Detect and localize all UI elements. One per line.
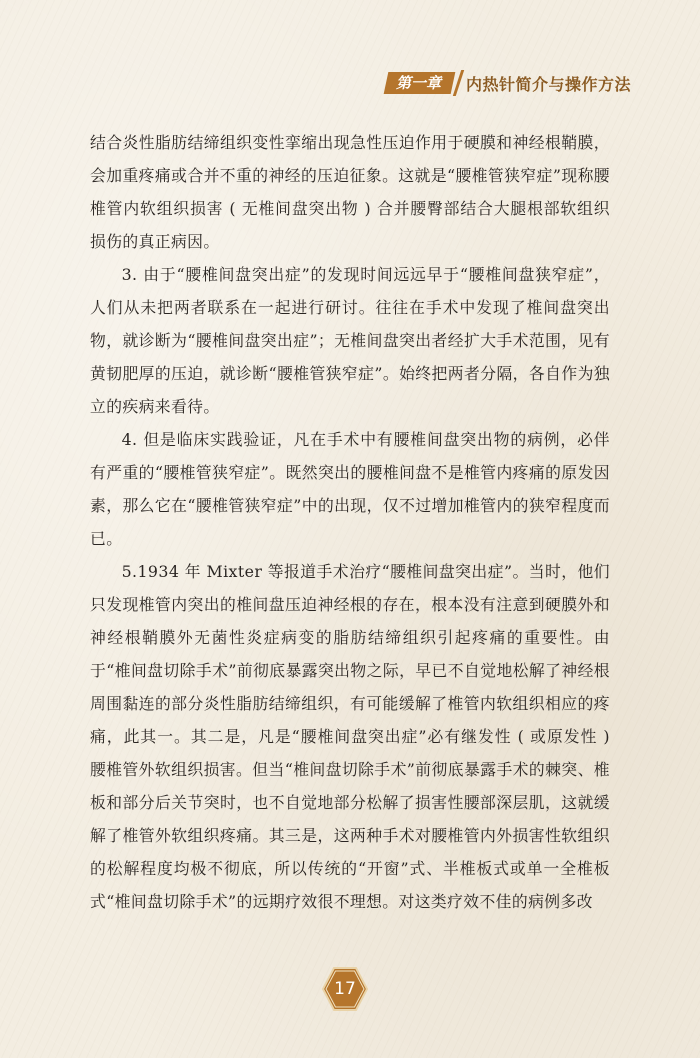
body-text — [90, 126, 610, 918]
running-header — [386, 70, 676, 96]
paragraph-point-5: 5.1934 年 Mixter 等报道手术治疗“腰椎间盘突出症”。当时，他们只发现椎管内突出的椎间盘压迫神经根的存在，根本没有注意到硬膜外和神经根鞘膜外无菌性炎症病变的脂肪结缔组织引起疼痛的重要性。由于“椎间盘切除手术”前彻底暴露突出物之际，早已不自觉地松解了神经根周围黏连的部分炎性脂肪结缔组织，有可能缓解了椎管内软组织相应的疼痛，此其一。其二是，凡是“腰椎间盘突出症”必有继发性 ( 或原发性 ) 腰椎管外软组织损害。但当“椎间盘切除手术”前彻底暴露手术的棘突、椎板和部分后关节突时，也不自觉地部分松解了损害性腰部深层肌，这就缓解了椎管外软组织疼痛。其三是，这两种手术对腰椎管内外损害性软组织的松解程度均极不彻底，所以传统的“开窗”式、半椎板式或单一全椎板式“椎间盘切除手术”的远期疗效很不理想。对这类疗效不佳的病例多改 — [90, 562, 610, 911]
paragraph-continuation: 结合炎性脂肪结缔组织变性挛缩出现急性压迫作用于硬膜和神经根鞘膜，会加重疼痛或合并不重的神经的压迫征象。这就是“腰椎管狭窄症”现称腰椎管内软组织损害 ( 无椎间盘突出物 ) 合并腰臀部结合大腿根部软组织损伤的真正病因。 — [90, 133, 610, 251]
page-number: 17 — [334, 979, 356, 999]
chapter-tag — [384, 72, 456, 94]
paragraph-point-4: 4. 但是临床实践验证，凡在手术中有腰椎间盘突出物的病例，必伴有严重的“腰椎管狭窄症”。既然突出的腰椎间盘不是椎管内疼痛的原发因素，那么它在“腰椎管狭窄症”中的出现，仅不过增加椎管内的狭窄程度而已。 — [90, 430, 610, 548]
chapter-title: 内热针简介与操作方法 — [466, 74, 632, 94]
chapter-label: 第一章 — [396, 74, 442, 92]
paragraph-point-3: 3. 由于“腰椎间盘突出症”的发现时间远远早于“腰椎间盘狭窄症”，人们从未把两者联系在一起进行研讨。往往在手术中发现了椎间盘突出物，就诊断为“腰椎间盘突出症”；无椎间盘突出者经扩大手术范围，见有黄韧肥厚的压迫，就诊断“腰椎管狭窄症”。始终把两者分隔，各自作为独立的疾病来看待。 — [90, 265, 610, 416]
page-number-badge — [322, 966, 368, 1012]
